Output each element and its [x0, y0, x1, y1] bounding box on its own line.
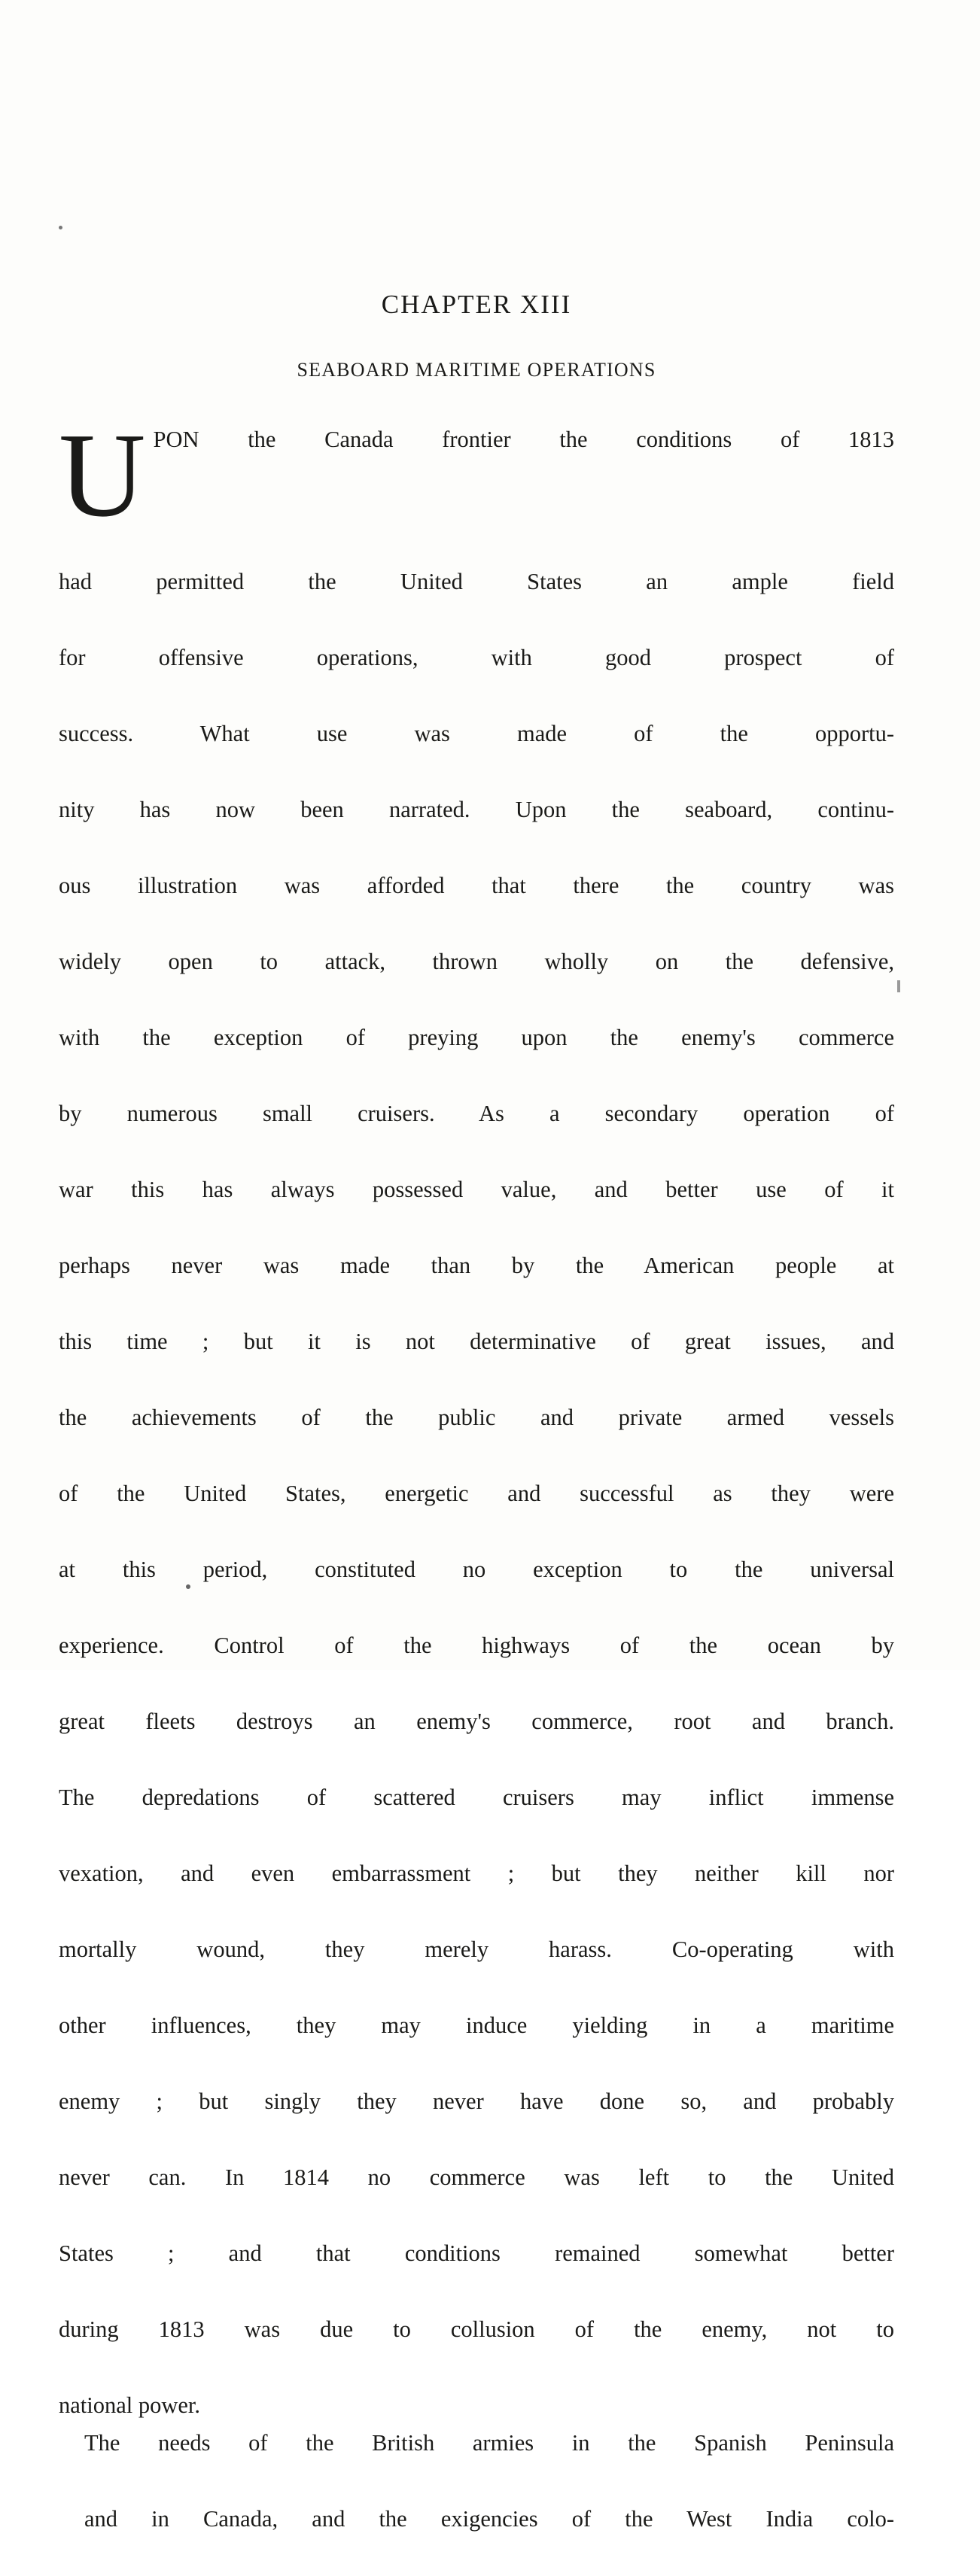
- line: experience. Control of the highways of the ocean by: [59, 1632, 894, 1658]
- line: PON the Canada frontier the conditions of 1813: [153, 427, 894, 452]
- line: national power.: [59, 2392, 201, 2418]
- line: and in Canada, and the exigencies of the West India colo-: [84, 2506, 894, 2532]
- line: had permitted the United States an ample field: [59, 568, 894, 594]
- margin-dot-left: [59, 226, 62, 229]
- line: ous illustration was afforded that there the country was: [59, 872, 894, 898]
- line: at this period, constituted no exception to the universal: [59, 1556, 894, 1582]
- line: The depredations of scattered cruisers may inflict immense: [59, 1784, 894, 1810]
- line: enemy ; but singly they never have done so, and probably: [59, 2088, 894, 2114]
- line: great fleets destroys an enemy's commerce, root and branch.: [59, 1708, 894, 1734]
- line: never can. In 1814 no commerce was left to the United: [59, 2164, 894, 2190]
- line: nity has now been narrated. Upon the seaboard, continu-: [59, 796, 894, 822]
- line: for offensive operations, with good prospect of: [59, 644, 894, 670]
- margin-mark-right: [897, 980, 900, 992]
- line: The needs of the British armies in the Spanish Peninsula: [84, 2430, 894, 2456]
- line: by numerous small cruisers. As a secondary operation of: [59, 1100, 894, 1126]
- line: other influences, they may induce yielding in a maritime: [59, 2012, 894, 2038]
- page-content: [59, 290, 894, 2576]
- line: with the exception of preying upon the enemy's commerce: [59, 1024, 894, 1050]
- line: perhaps never was made than by the American people at: [59, 1252, 894, 1278]
- paragraph-1: [59, 408, 894, 2424]
- line: the achievements of the public and private armed vessels: [59, 1404, 894, 1430]
- body-text: [59, 408, 894, 2576]
- chapter-heading: CHAPTER XIII: [381, 290, 572, 319]
- line: this time ; but it is not determinative of great issues, and: [59, 1328, 894, 1354]
- line: widely open to attack, thrown wholly on the defensive,: [59, 948, 894, 974]
- line: during 1813 was due to collusion of the enemy, not to: [59, 2316, 894, 2342]
- line: vexation, and even embarrassment ; but they neither kill nor: [59, 1860, 894, 1886]
- line: success. What use was made of the opportu-: [59, 720, 894, 746]
- paragraph-2: [59, 2424, 894, 2576]
- line: of the United States, energetic and successful as they were: [59, 1480, 894, 1506]
- chapter-subheading: SEABOARD MARITIME OPERATIONS: [297, 359, 656, 381]
- drop-cap: U: [59, 408, 146, 542]
- line: mortally wound, they merely harass. Co-operating with: [59, 1936, 894, 1962]
- line: States ; and that conditions remained somewhat better: [59, 2240, 894, 2266]
- line: war this has always possessed value, and better use of it: [59, 1176, 894, 1202]
